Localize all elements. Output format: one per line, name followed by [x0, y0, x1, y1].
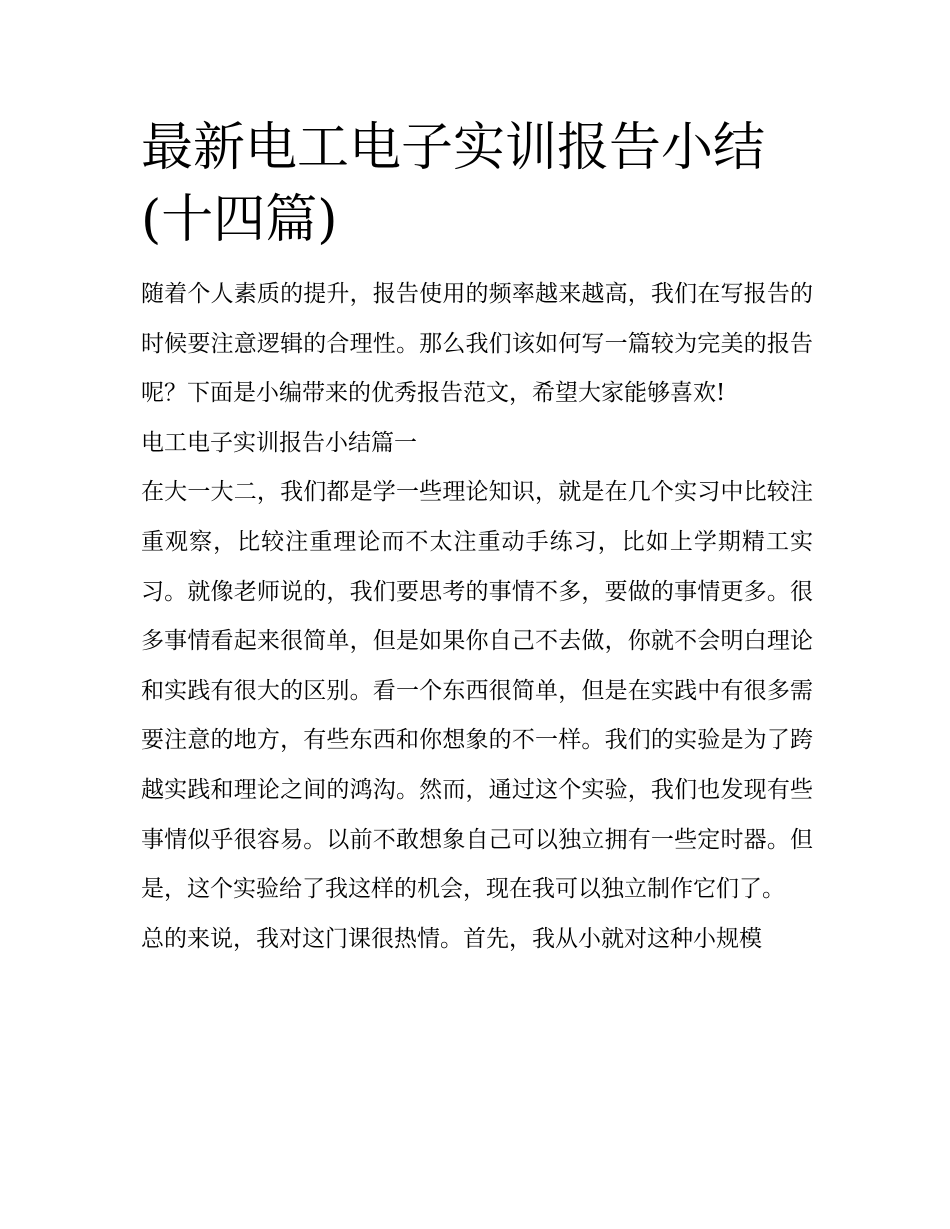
document-page	[141, 112, 813, 964]
body-paragraph-2: 总的来说，我对这门课很热情。首先，我从小就对这种小规模	[141, 925, 762, 952]
intro-paragraph: 随着个人素质的提升，报告使用的频率越来越高，我们在写报告的时候要注意逻辑的合理性。那么我们该如何写一篇较为完美的报告呢？下面是小编带来的优秀报告范文，希望大家能够喜欢!	[141, 281, 813, 407]
document-title: 最新电工电子实训报告小结(十四篇)	[141, 118, 766, 250]
body-paragraph-1: 在大一大二，我们都是学一些理论知识，就是在几个实习中比较注重观察，比较注重理论而不太注重动手练习，比如上学期精工实习。就像老师说的，我们要思考的事情不多，要做的事情更多。很多事情看起来很简单，但是如果你自己不去做，你就不会明白理论和实践有很大的区别。看一个东西很简单，但是在实践中有很多需要注意的地方，有些东西和你想象的不一样。我们的实验是为了跨越实践和理论之间的鸿沟。然而，通过这个实验，我们也发现有些事情似乎很容易。以前不敢想象自己可以独立拥有一些定时器。但是，这个实验给了我这样的机会，现在我可以独立制作它们了。	[141, 479, 813, 903]
section-heading: 电工电子实训报告小结篇一	[141, 429, 417, 456]
